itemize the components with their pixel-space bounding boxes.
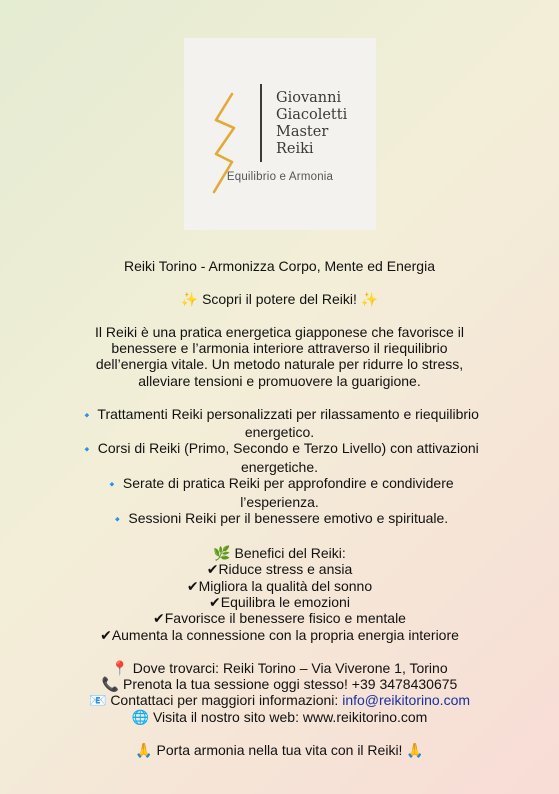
intro-paragraph [44, 324, 515, 390]
check-mark-icon: ✔ [100, 626, 112, 643]
email-link[interactable]: info@reikitorino.com [342, 692, 471, 709]
benefit-text: Riduce stress e ansia [218, 561, 353, 578]
intro-line: dell’energia vitale. Un metodo naturale per ridurre lo stress, [95, 356, 464, 373]
herb-icon: 🌿 [213, 544, 231, 561]
check-mark-icon: ✔ [153, 610, 165, 627]
benefits-title: Benefici del Reiki: [234, 544, 346, 561]
service-text: energetico. [244, 424, 315, 441]
service-item [44, 475, 515, 510]
service-item [44, 440, 515, 475]
benefit-text: Aumenta la connessione con la propria energia interiore [111, 626, 459, 643]
sparkles-icon: ✨ [180, 290, 199, 307]
blue-diamond-icon: 🔹 [80, 444, 94, 457]
service-text: Corsi di Reiki (Primo, Secondo e Terzo Livello) con attivazioni [97, 440, 479, 457]
service-text: l’esperienza. [240, 493, 319, 510]
logo-name-line: Reiki [276, 141, 314, 157]
logo-divider [260, 84, 262, 162]
benefit-item [44, 594, 515, 610]
logo-tagline: Equilibrio e Armonia [226, 171, 334, 183]
benefit-text: Favorisce il benessere fisico e mentale [164, 610, 406, 627]
contacts-section [44, 660, 515, 726]
praying-hands-icon: 🙏 [406, 741, 424, 758]
blue-diamond-icon: 🔹 [105, 479, 120, 492]
logo-name-line: Master [276, 124, 329, 140]
service-text: Serate di pratica Reiki per approfondire e condividere [122, 475, 454, 492]
logo-card [184, 38, 376, 230]
check-mark-icon: ✔ [186, 577, 199, 594]
benefit-item [44, 561, 515, 577]
logo-name [276, 90, 372, 158]
check-mark-icon: ✔ [209, 594, 221, 611]
intro-line: Il Reiki è una pratica energetica giapponese che favorisce il [95, 323, 464, 340]
benefit-text: Migliora la qualità del sonno [198, 577, 373, 594]
flyer-content [44, 258, 515, 758]
praying-hands-icon: 🙏 [135, 741, 153, 758]
blue-diamond-icon: 🔹 [110, 514, 125, 527]
booking-text: Prenota la tua sessione oggi stesso! +39 3478430675 [123, 676, 458, 693]
website-line [44, 709, 515, 725]
check-mark-icon: ✔ [206, 561, 219, 578]
website-text: Visita il nostro sito web: www.reikitorino.com [152, 708, 428, 725]
location-line [44, 660, 515, 676]
intro-line: alleviare tensioni e promuovere la guarigione. [138, 372, 421, 389]
service-item [44, 510, 515, 528]
discover-line [44, 291, 515, 307]
service-text: energetiche. [240, 458, 319, 475]
location-text: Dove trovarci: Reiki Torino – Via Viverone 1, Torino [132, 659, 448, 676]
benefit-item [44, 610, 515, 626]
intro-line: benessere e l’armonia interiore attraverso il riequilibrio [111, 340, 448, 356]
service-item [44, 406, 515, 441]
sparkles-icon: ✨ [360, 290, 379, 307]
blue-diamond-icon: 🔹 [80, 409, 94, 422]
logo-name-line: Giovanni [276, 90, 342, 106]
benefit-item [44, 627, 515, 643]
phone-icon: 📞 [101, 676, 120, 693]
discover-text: Scopri il potere del Reiki! [202, 290, 357, 307]
services-list [44, 406, 515, 529]
globe-icon: 🌐 [131, 708, 150, 725]
booking-line [44, 676, 515, 692]
benefit-text: Equilibra le emozioni [220, 594, 350, 611]
pin-icon: 📍 [111, 659, 129, 676]
benefit-item [44, 578, 515, 594]
logo-name-line: Giacoletti [276, 107, 348, 123]
benefits-section [44, 545, 515, 643]
page-title: Reiki Torino - Armonizza Corpo, Mente ed Energia [123, 258, 435, 274]
email-line [44, 692, 515, 708]
benefits-heading [44, 545, 515, 561]
service-text: Trattamenti Reiki personalizzati per rilassamento e riequilibrio [97, 405, 479, 422]
email-text: Contattaci per maggiori informazioni: [110, 692, 339, 709]
envelope-icon: 📧 [88, 692, 107, 709]
closing-text: Porta armonia nella tua vita con il Reiki! [156, 741, 403, 758]
closing-line [44, 742, 515, 758]
service-text: Sessioni Reiki per il benessere emotivo e spirituale. [128, 510, 449, 527]
